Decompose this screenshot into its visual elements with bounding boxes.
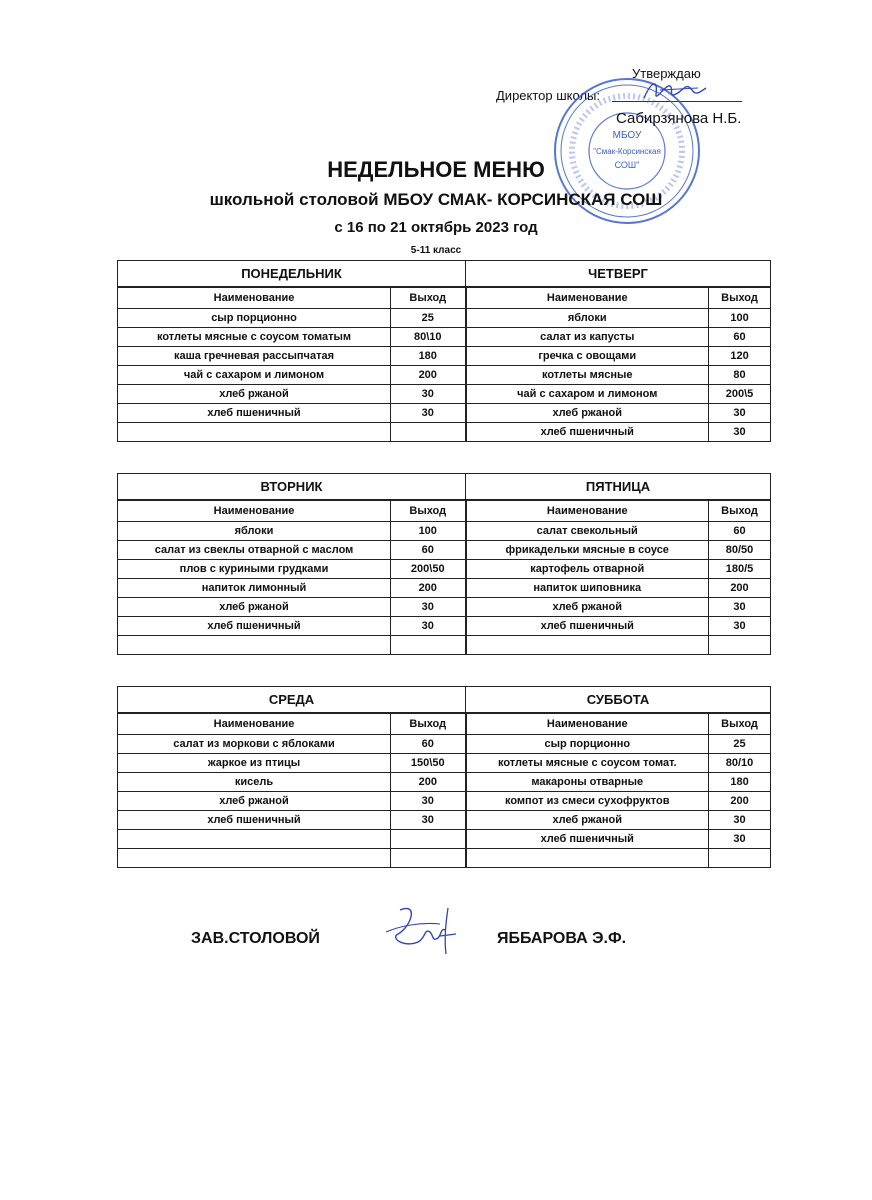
dish-name: напиток шиповника: [466, 579, 709, 598]
dish-name: салат из капусты: [466, 328, 709, 347]
table-row: [118, 560, 771, 579]
dish-output: 200: [391, 366, 466, 385]
dish-name: фрикадельки мясные в соусе: [466, 541, 709, 560]
stamp-line-2: "Смак-Корсинская: [593, 147, 661, 156]
dish-name: [466, 849, 709, 868]
dish-name: хлеб ржаной: [118, 385, 391, 404]
dish-name: салат из свеклы отварной с маслом: [118, 541, 391, 560]
dish-name: каша гречневая рассыпчатая: [118, 347, 391, 366]
dish-output: 30: [391, 598, 466, 617]
dish-output: 80/10: [709, 754, 771, 773]
dish-output: 200\5: [709, 385, 771, 404]
dish-output: [709, 636, 771, 655]
dish-output: 30: [391, 385, 466, 404]
dish-output: 100: [391, 522, 466, 541]
dish-output: 200: [709, 792, 771, 811]
dish-name: яблоки: [466, 309, 709, 328]
canteen-head-name: ЯББАРОВА Э.Ф.: [497, 930, 627, 947]
dish-output: [391, 636, 466, 655]
dish-output: 25: [391, 309, 466, 328]
table-row: [118, 636, 771, 655]
dish-name: хлеб пшеничный: [466, 617, 709, 636]
dish-output: 120: [709, 347, 771, 366]
dish-name: жаркое из птицы: [118, 754, 391, 773]
column-header-name: Наименование: [466, 287, 709, 309]
dish-output: 30: [709, 617, 771, 636]
dish-output: [391, 849, 466, 868]
dish-name: чай с сахаром и лимоном: [118, 366, 391, 385]
menu-table-mon-thu: [117, 260, 771, 442]
dish-name: хлеб ржаной: [466, 811, 709, 830]
dish-output: 200: [391, 773, 466, 792]
menu-table-tue-fri: [117, 473, 771, 655]
dish-output: 60: [709, 522, 771, 541]
dish-output: 80\10: [391, 328, 466, 347]
dish-name: гречка с овощами: [466, 347, 709, 366]
dish-name: сыр порционно: [118, 309, 391, 328]
dish-name: салат из моркови с яблоками: [118, 735, 391, 754]
dish-output: 30: [391, 404, 466, 423]
dish-name: [118, 636, 391, 655]
dish-name: плов с куриными грудками: [118, 560, 391, 579]
day-thursday: ЧЕТВЕРГ: [466, 261, 771, 288]
dish-name: хлеб пшеничный: [118, 617, 391, 636]
dish-name: яблоки: [118, 522, 391, 541]
day-friday: ПЯТНИЦА: [466, 474, 771, 501]
dish-name: салат свекольный: [466, 522, 709, 541]
column-header-name: Наименование: [118, 287, 391, 309]
table-row: [118, 541, 771, 560]
dish-name: [466, 636, 709, 655]
column-header-name: Наименование: [118, 713, 391, 735]
dish-name: котлеты мясные: [466, 366, 709, 385]
day-monday: ПОНЕДЕЛЬНИК: [118, 261, 466, 288]
dish-output: 30: [391, 792, 466, 811]
dish-name: хлеб пшеничный: [118, 404, 391, 423]
dish-name: компот из смеси сухофруктов: [466, 792, 709, 811]
director-signature: [640, 76, 710, 106]
table-row: [118, 579, 771, 598]
table-row: [118, 423, 771, 442]
table-row: [118, 811, 771, 830]
column-header-output: Выход: [391, 287, 466, 309]
canteen-head-label: ЗАВ.СТОЛОВОЙ: [191, 930, 320, 947]
stamp-line-3: СОШ": [614, 160, 640, 170]
dish-output: [391, 830, 466, 849]
stamp-line-1: МБОУ: [612, 130, 642, 141]
table-row: [118, 598, 771, 617]
table-row: [118, 347, 771, 366]
page-subtitle: школьной столовой МБОУ СМАК- КОРСИНСКАЯ СОШ: [209, 190, 663, 209]
dish-name: картофель отварной: [466, 560, 709, 579]
dish-name: напиток лимонный: [118, 579, 391, 598]
dish-output: 80/50: [709, 541, 771, 560]
dish-output: 60: [391, 735, 466, 754]
menu-period: с 16 по 21 октябрь 2023 год: [334, 219, 538, 236]
column-header-output: Выход: [391, 500, 466, 522]
dish-output: 30: [391, 811, 466, 830]
dish-output: 80: [709, 366, 771, 385]
director-name: Сабирзянова Н.Б.: [616, 110, 742, 127]
dish-name: сыр порционно: [466, 735, 709, 754]
dish-name: [118, 423, 391, 442]
dish-name: хлеб ржаной: [466, 598, 709, 617]
dish-name: котлеты мясные с соусом томатым: [118, 328, 391, 347]
dish-output: 30: [391, 617, 466, 636]
table-row: [118, 735, 771, 754]
table-row: [118, 754, 771, 773]
dish-name: кисель: [118, 773, 391, 792]
dish-output: [391, 423, 466, 442]
dish-output: 100: [709, 309, 771, 328]
dish-name: [118, 830, 391, 849]
dish-output: 180: [391, 347, 466, 366]
canteen-head-signature: [380, 898, 462, 960]
table-row: [118, 522, 771, 541]
dish-output: 200: [709, 579, 771, 598]
day-wednesday: СРЕДА: [118, 687, 466, 714]
dish-name: [118, 849, 391, 868]
column-header-name: Наименование: [118, 500, 391, 522]
dish-output: 30: [709, 423, 771, 442]
dish-name: хлеб ржаной: [466, 404, 709, 423]
dish-name: макароны отварные: [466, 773, 709, 792]
column-header-output: Выход: [709, 713, 771, 735]
dish-output: 30: [709, 404, 771, 423]
day-tuesday: ВТОРНИК: [118, 474, 466, 501]
dish-output: 25: [709, 735, 771, 754]
dish-name: хлеб пшеничный: [118, 811, 391, 830]
page-title: НЕДЕЛЬНОЕ МЕНЮ: [327, 157, 545, 182]
grade-label: 5-11 класс: [410, 245, 462, 256]
dish-name: хлеб пшеничный: [466, 830, 709, 849]
column-header-name: Наименование: [466, 500, 709, 522]
table-row: [118, 830, 771, 849]
table-row: [118, 385, 771, 404]
table-row: [118, 773, 771, 792]
dish-name: хлеб пшеничный: [466, 423, 709, 442]
dish-output: 150\50: [391, 754, 466, 773]
table-row: [118, 309, 771, 328]
dish-output: 180/5: [709, 560, 771, 579]
table-row: [118, 328, 771, 347]
dish-output: 200\50: [391, 560, 466, 579]
dish-output: 60: [709, 328, 771, 347]
table-row: [118, 792, 771, 811]
dish-output: [709, 849, 771, 868]
column-header-output: Выход: [391, 713, 466, 735]
dish-output: 30: [709, 598, 771, 617]
dish-output: 30: [709, 830, 771, 849]
dish-name: хлеб ржаной: [118, 792, 391, 811]
day-saturday: СУББОТА: [466, 687, 771, 714]
menu-table-wed-sat: [117, 686, 771, 868]
column-header-output: Выход: [709, 287, 771, 309]
table-row: [118, 366, 771, 385]
table-row: [118, 617, 771, 636]
dish-name: котлеты мясные с соусом томат.: [466, 754, 709, 773]
dish-output: 200: [391, 579, 466, 598]
column-header-name: Наименование: [466, 713, 709, 735]
dish-name: хлеб ржаной: [118, 598, 391, 617]
dish-output: 60: [391, 541, 466, 560]
table-row: [118, 849, 771, 868]
director-label: Директор школы:: [496, 88, 600, 103]
dish-name: чай с сахаром и лимоном: [466, 385, 709, 404]
dish-output: 30: [709, 811, 771, 830]
column-header-output: Выход: [709, 500, 771, 522]
dish-output: 180: [709, 773, 771, 792]
table-row: [118, 404, 771, 423]
approve-label: Утверждаю: [632, 66, 701, 81]
